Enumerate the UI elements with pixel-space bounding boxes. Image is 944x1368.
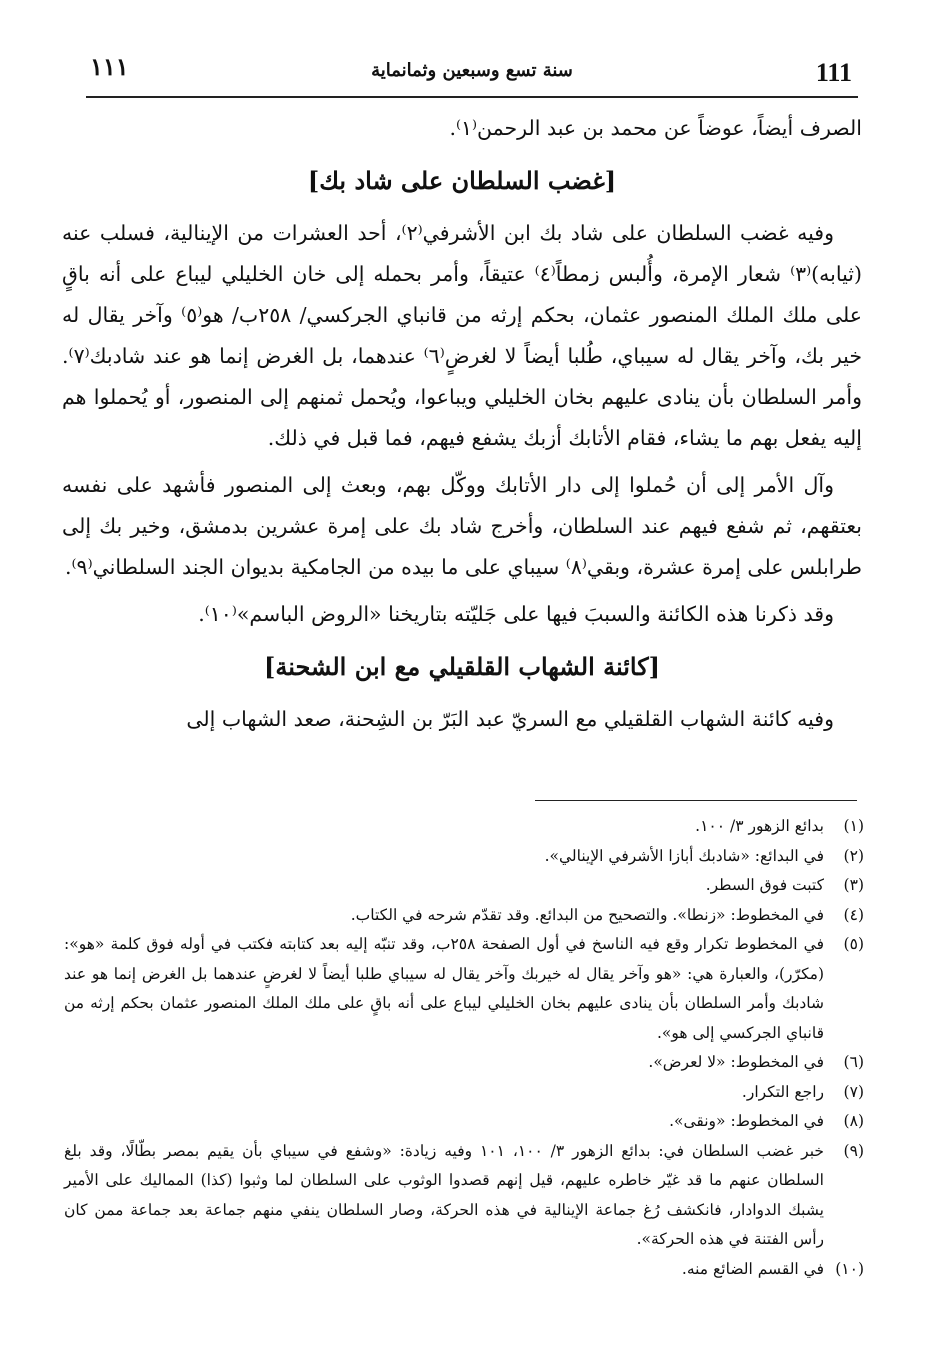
footnote-8 (64, 1107, 864, 1137)
footnote-text: في البدائع: «شادبك أبازا الأشرفي الإينالي». (544, 846, 824, 865)
footnote-number: (٨) (843, 1112, 864, 1130)
footnote-number: (٧) (843, 1082, 864, 1101)
running-title: سنة تسع وسبعين وثمانماية (371, 60, 573, 81)
footnote-number: (٢) (843, 846, 864, 865)
paragraph-1: الصرف أيضاً، عوضاً عن محمد بن عبد الرحمن⁽١⁾. (449, 116, 862, 140)
footnote-6 (64, 1048, 864, 1078)
footnotes (64, 812, 864, 1284)
footnote-number: (٩) (843, 1141, 864, 1160)
footnote-text: بدائع الزهور ٣/ ١٠٠. (695, 817, 824, 835)
footnote-text: خبر غضب السلطان في: بدائع الزهور ٣/ ١٠٠، ١٠١ وفيه زيادة: «وشفع في سيباي بأن يقيم بمصر بطّالًا، وقد بلغ السلطان عنهم ما قد غيّر خاطره عليهم، قيل إنهم قصدوا الوثوب على السلطان لما وثبوا (كذا) المماليك على الأمير يشبك الدوادار، فانكشف رُغ جماعة الإينالية في هذه الحركة، وصار السلطان ينفي منهم جماعة بعد جماعة ممن كان رأس الفتنة في هذه الحركة». (64, 1141, 824, 1248)
page-header (86, 50, 858, 98)
paragraph-3: وآل الأمر إلى أن حُملوا إلى دار الأتابك ووكّل بهم، وبعث إلى المنصور فأشهد على نفسه بعتقهم، ثم شفع فيهم عند السلطان، وأخرج شاد بك على إمرة عشرين بدمشق، وخير بك إلى طرابلس على إمرة عشرة، وبقي⁽٨⁾ سيباي على ما بيده من الجامكية بديوان الجند السلطاني⁽٩⁾. (62, 473, 862, 579)
footnote-text: في المخطوط: «لا لعرض». (648, 1053, 824, 1071)
footnote-4 (64, 901, 864, 931)
footnote-number: (٣) (843, 876, 864, 894)
footnote-7 (64, 1078, 864, 1108)
footnote-text: في المخطوط: «ونقى». (669, 1112, 824, 1130)
section-heading-1: [غضب السلطان على شاد بك] (307, 166, 617, 195)
footnote-5 (64, 930, 864, 1048)
footnote-text: في المخطوط: «زنطا». والتصحيح من البدائع. وقد تقدّم شرحه في الكتاب. (350, 905, 824, 924)
footnote-number: (٦) (843, 1053, 864, 1071)
footnote-text: راجع التكرار. (741, 1082, 824, 1101)
footnote-text: في القسم الضائع منه. (681, 1259, 824, 1278)
footnote-number: (٥) (843, 935, 864, 953)
main-text (62, 108, 862, 740)
page-number-latin: 111 (815, 58, 852, 87)
footnote-2 (64, 842, 864, 872)
footnote-text: في المخطوط تكرار وقع فيه الناسخ في أول الصفحة ٢٥٨ب، وقد تنبّه إليه بعد كتابته فكتب في أوله فوق كلمة «هو»: (مكرّر)، والعبارة هي: «هو وآخر يقال له خيربك وآخر يقال له سيباي طلبا أيضاً لا لغرضٍ عندهما بل الغرض إنما هو عند شادبك وأمر السلطان بأن ينادى عليهم بخان الخليلي ليباع على أنه باقٍ على ملك الملك المنصور عثمان بحكم إرثه من قانباي الجركسي إلى هو». (64, 935, 824, 1042)
footnote-1 (64, 812, 864, 842)
paragraph-4: وقد ذكرنا هذه الكائنة والسببَ فيها على جَليّته بتاريخنا «الروض الباسم»⁽١٠⁾. (198, 602, 834, 626)
paragraph-2: وفيه غضب السلطان على شاد بك ابن الأشرفي⁽٢⁾، أحد العشرات من الإينالية، فسلب عنه (ثيابه)⁽٣⁾ شعار الإمرة، وأُلبس زمطاً⁽٤⁾ عتيقاً، وأمر بحمله إلى خان الخليلي ليباع على أنه باقٍ على ملك الملك المنصور عثمان، بحكم إرثه من قانباي الجركسي/ ٢٥٨ب/ هو⁽٥⁾ وآخر يقال له خير بك، وآخر يقال له سيباي، طُلبا أيضاً لا لغرضٍ⁽٦⁾ عندهما، بل الغرض إنما هو عند شادبك⁽٧⁾. وأمر السلطان بأن ينادى عليهم بخان الخليلي ويباعوا، ويُحمل ثمنهم إلى المنصور، أو يُحملوا هم إليه يفعل بهم ما يشاء، فقام الأتابك أزبك يشفع فيهم، فما قبل في ذلك. (62, 221, 862, 450)
page-number-arabic: ١١١ (90, 52, 129, 81)
footnote-separator (535, 800, 857, 801)
footnote-10 (64, 1255, 864, 1285)
footnote-9 (64, 1137, 864, 1255)
footnote-number: (١) (843, 817, 864, 835)
footnote-number: (١٠) (835, 1259, 864, 1278)
paragraph-5: وفيه كائنة الشهاب القلقيلي مع السريّ عبد البَرّ بن الشِحنة، صعد الشهاب إلى (186, 707, 834, 731)
section-heading-2: [كائنة الشهاب القلقيلي مع ابن الشحنة] (263, 652, 660, 681)
footnote-text: كتبت فوق السطر. (705, 876, 824, 894)
footnote-3 (64, 871, 864, 901)
footnote-number: (٤) (843, 905, 864, 924)
